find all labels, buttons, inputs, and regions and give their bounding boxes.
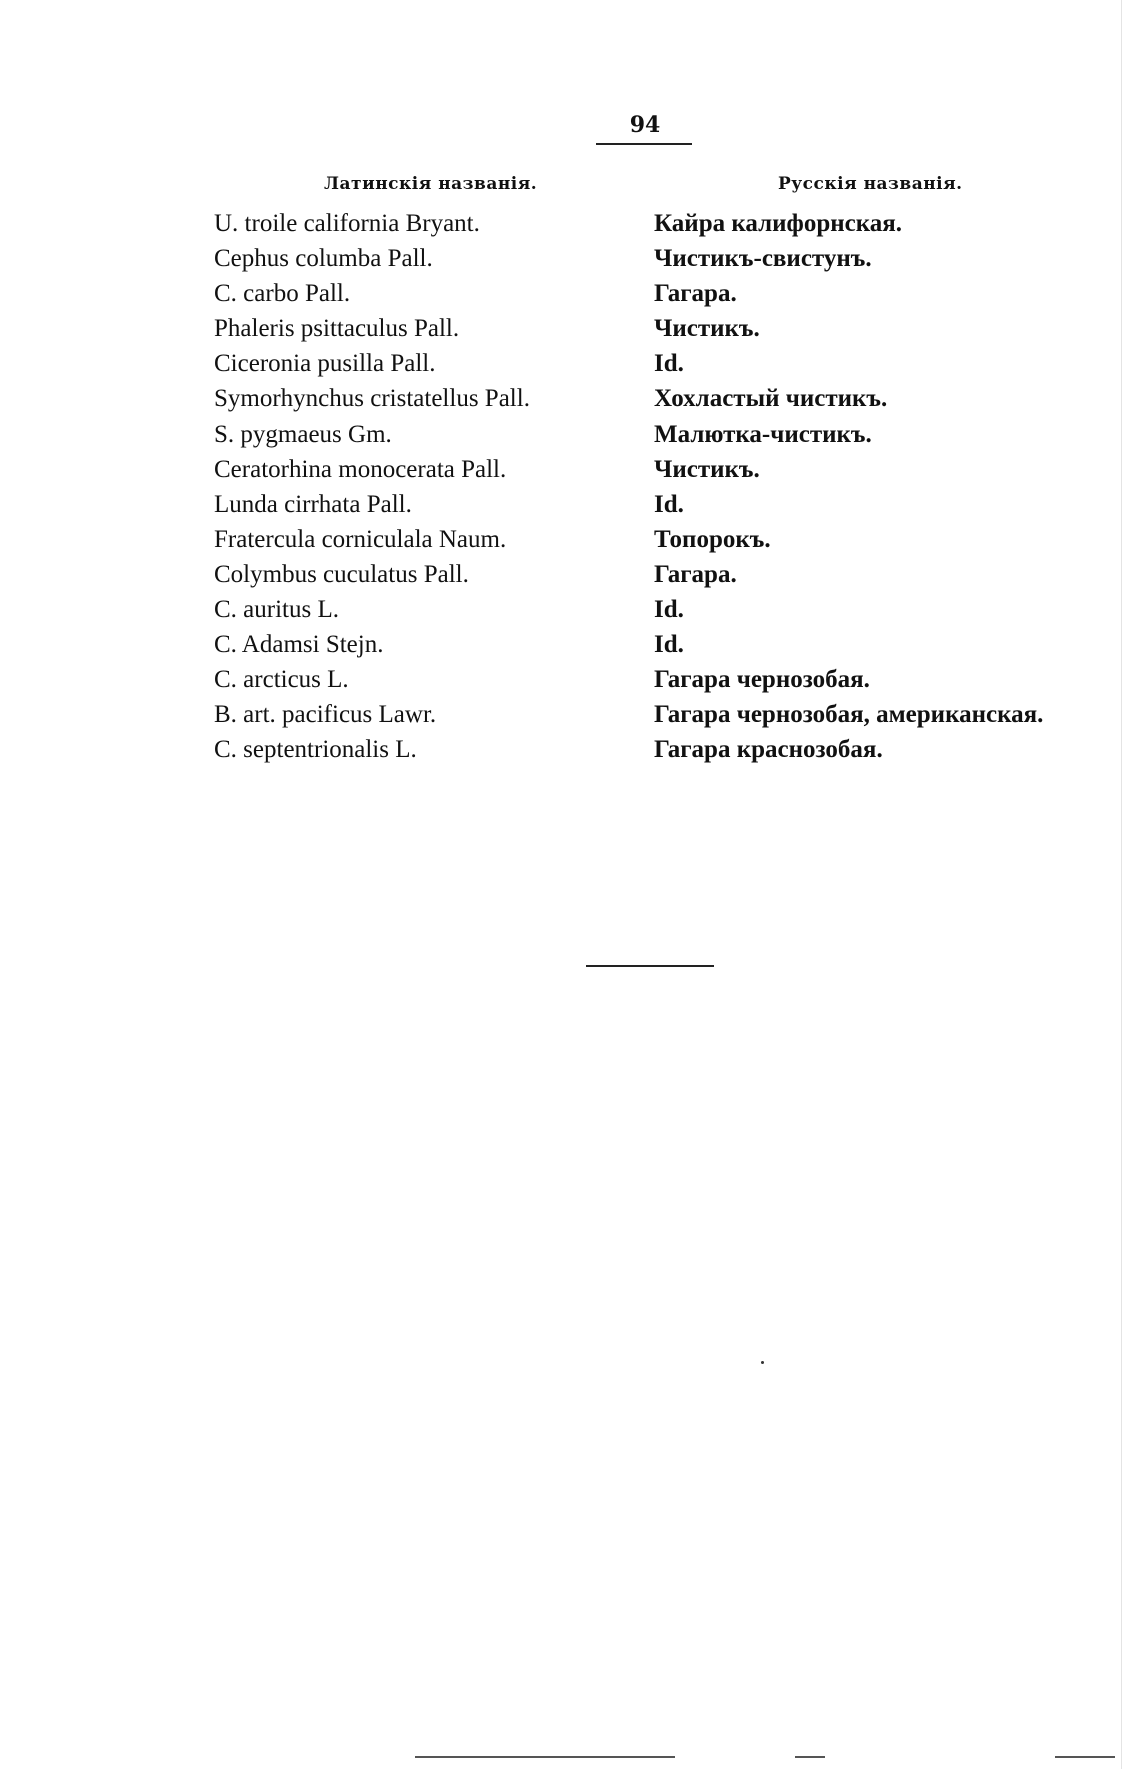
russian-name: Кайра калифорнская. — [654, 210, 903, 237]
latin-name: C. arcticus L. — [214, 666, 349, 694]
russian-name: Гагара краснозобая. — [654, 736, 883, 764]
table-row — [214, 697, 1094, 732]
latin-name: Colymbus cuculatus Pall. — [214, 560, 469, 588]
page-number: 94 — [629, 112, 661, 138]
russian-name: Id. — [654, 631, 684, 659]
latin-name: C. auritus L. — [214, 596, 339, 624]
russian-names-header: Русскія названія. — [778, 174, 963, 194]
table-row — [214, 487, 1094, 522]
russian-name: Гагара. — [654, 280, 737, 308]
end-rule — [586, 965, 714, 967]
latin-name: Symorhynchus cristatellus Pall. — [214, 385, 530, 413]
russian-name: Гагара чернозобая. — [654, 666, 870, 694]
russian-name: Хохластый чистикъ. — [654, 385, 888, 413]
table-row — [214, 522, 1094, 557]
latin-names-header: Латинскія названія. — [324, 174, 538, 194]
russian-name: Гагара чернозобая, американская. — [654, 701, 1044, 729]
latin-name: Fratercula corniculala Naum. — [214, 525, 507, 553]
russian-name: Id. — [654, 596, 684, 624]
table-row — [214, 452, 1094, 487]
latin-name: Ciceronia pusilla Pall. — [214, 350, 436, 378]
latin-name: S. pygmaeus Gm. — [214, 420, 392, 448]
table-row — [214, 627, 1094, 662]
latin-name: Phaleris psittaculus Pall. — [214, 315, 460, 343]
table-row — [214, 381, 1094, 416]
russian-name: Чистикъ-свистунъ. — [654, 245, 872, 273]
table-row — [214, 417, 1094, 452]
table-row — [214, 557, 1094, 592]
page-edge-line — [1121, 0, 1122, 1769]
bottom-scan-mark — [415, 1756, 675, 1758]
latin-name: Cephus columba Pall. — [214, 245, 433, 273]
russian-name: Id. — [654, 490, 684, 518]
latin-name: Lunda cirrhata Pall. — [214, 490, 412, 518]
table-row — [214, 241, 1094, 276]
bottom-scan-mark — [795, 1756, 825, 1758]
latin-name: U. troile california Bryant. — [214, 210, 480, 237]
table-row — [214, 276, 1094, 311]
russian-name: Чистикъ. — [654, 455, 760, 483]
latin-name: Ceratorhina monocerata Pall. — [214, 455, 507, 483]
latin-name: C. septentrionalis L. — [214, 736, 417, 764]
table-row — [214, 662, 1094, 697]
latin-name: C. Adamsi Stejn. — [214, 631, 384, 659]
table-row — [214, 732, 1094, 767]
latin-name: C. carbo Pall. — [214, 280, 351, 308]
table-row — [214, 346, 1094, 381]
russian-name: Топорокъ. — [654, 525, 771, 553]
russian-name: Чистикъ. — [654, 315, 760, 343]
latin-name: B. art. pacificus Lawr. — [214, 701, 437, 729]
russian-name: Малютка-чистикъ. — [654, 420, 872, 448]
table-row — [214, 592, 1094, 627]
bottom-scan-mark — [1055, 1756, 1115, 1758]
names-table — [214, 206, 1094, 768]
table-row — [214, 206, 1094, 241]
ink-speck — [761, 1361, 764, 1364]
page-number-rule — [596, 143, 692, 145]
table-row — [214, 311, 1094, 346]
russian-name: Гагара. — [654, 560, 737, 588]
russian-name: Id. — [654, 350, 684, 378]
